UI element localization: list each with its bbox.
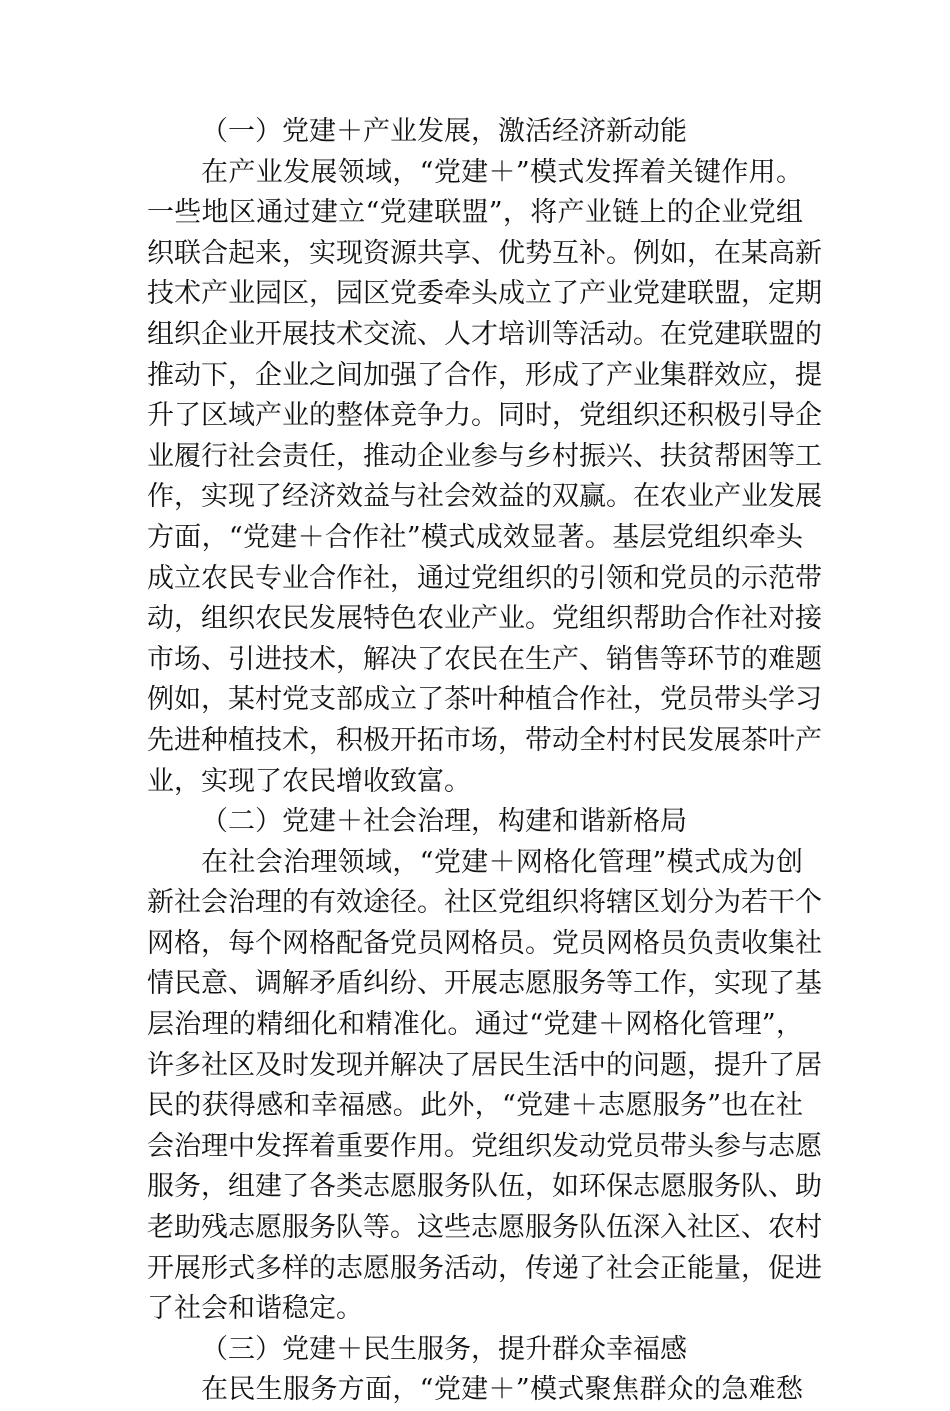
section-heading: （一）党建＋产业发展，激活经济新动能 bbox=[201, 116, 687, 147]
paragraph-line: 市场、引进技术，解决了农民在生产、销售等环节的难题 bbox=[147, 643, 822, 675]
paragraph-line: 开展形式多样的志愿服务活动，传递了社会正能量，促进 bbox=[147, 1252, 822, 1284]
paragraph-line: 许多社区及时发现并解决了居民生活中的问题，提升了居 bbox=[147, 1049, 822, 1081]
paragraph-line: 民的获得感和幸福感。此外，“党建＋志愿服务”也在社 bbox=[147, 1090, 803, 1122]
section-heading: （三）党建＋民生服务，提升群众幸福感 bbox=[201, 1333, 687, 1365]
paragraph-line: 织联合起来，实现资源共享、优势互补。例如，在某高新 bbox=[147, 237, 822, 269]
paragraph-line: 业，实现了农民增收致富。 bbox=[147, 765, 471, 797]
paragraph-line: 新社会治理的有效途径。社区党组织将辖区划分为若干个 bbox=[147, 887, 822, 919]
paragraph-line: 了社会和谐稳定。 bbox=[147, 1293, 363, 1325]
paragraph-line: 情民意、调解矛盾纠纷、开展志愿服务等工作，实现了基 bbox=[147, 968, 822, 1000]
paragraph-line: 层治理的精细化和精准化。通过“党建＋网格化管理”， bbox=[147, 1009, 803, 1041]
paragraph-line: 在社会治理领域，“党建＋网格化管理”模式成为创 bbox=[201, 846, 803, 878]
paragraph-line: 推动下，企业之间加强了合作，形成了产业集群效应，提 bbox=[147, 359, 822, 391]
paragraph-line: 升了区域产业的整体竞争力。同时，党组织还积极引导企 bbox=[147, 400, 822, 432]
paragraph-line: 组织企业开展技术交流、人才培训等活动。在党建联盟的 bbox=[147, 318, 822, 350]
paragraph-line: 技术产业园区，园区党委牵头成立了产业党建联盟，定期 bbox=[147, 278, 822, 310]
paragraph-line: 方面，“党建＋合作社”模式成效显著。基层党组织牵头 bbox=[147, 521, 803, 553]
paragraph-line: 服务，组建了各类志愿服务队伍，如环保志愿服务队、助 bbox=[147, 1171, 822, 1203]
paragraph-line: 作，实现了经济效益与社会效益的双赢。在农业产业发展 bbox=[147, 481, 822, 513]
paragraph-line: 网格，每个网格配备党员网格员。党员网格员负责收集社 bbox=[147, 927, 822, 959]
section-heading: （二）党建＋社会治理，构建和谐新格局 bbox=[201, 806, 687, 838]
paragraph-line: 一些地区通过建立“党建联盟”，将产业链上的企业党组 bbox=[147, 197, 803, 229]
paragraph-line: 成立农民专业合作社，通过党组织的引领和党员的示范带 bbox=[147, 562, 822, 594]
paragraph-line: 先进种植技术，积极开拓市场，带动全村村民发展茶叶产 bbox=[147, 724, 822, 756]
paragraph-line: 例如，某村党支部成立了茶叶种植合作社，党员带头学习 bbox=[147, 684, 822, 716]
paragraph-line: 业履行社会责任，推动企业参与乡村振兴、扶贫帮困等工 bbox=[147, 440, 822, 472]
paragraph-line: 在民生服务方面，“党建＋”模式聚焦群众的急难愁 bbox=[201, 1374, 803, 1406]
paragraph-line: 老助残志愿服务队等。这些志愿服务队伍深入社区、农村 bbox=[147, 1212, 822, 1244]
paragraph-line: 会治理中发挥着重要作用。党组织发动党员带头参与志愿 bbox=[147, 1130, 822, 1162]
paragraph-line: 在产业发展领域，“党建＋”模式发挥着关键作用。 bbox=[201, 156, 803, 188]
document-page bbox=[147, 112, 822, 1411]
paragraph-line: 动，组织农民发展特色农业产业。党组织帮助合作社对接 bbox=[147, 603, 822, 635]
